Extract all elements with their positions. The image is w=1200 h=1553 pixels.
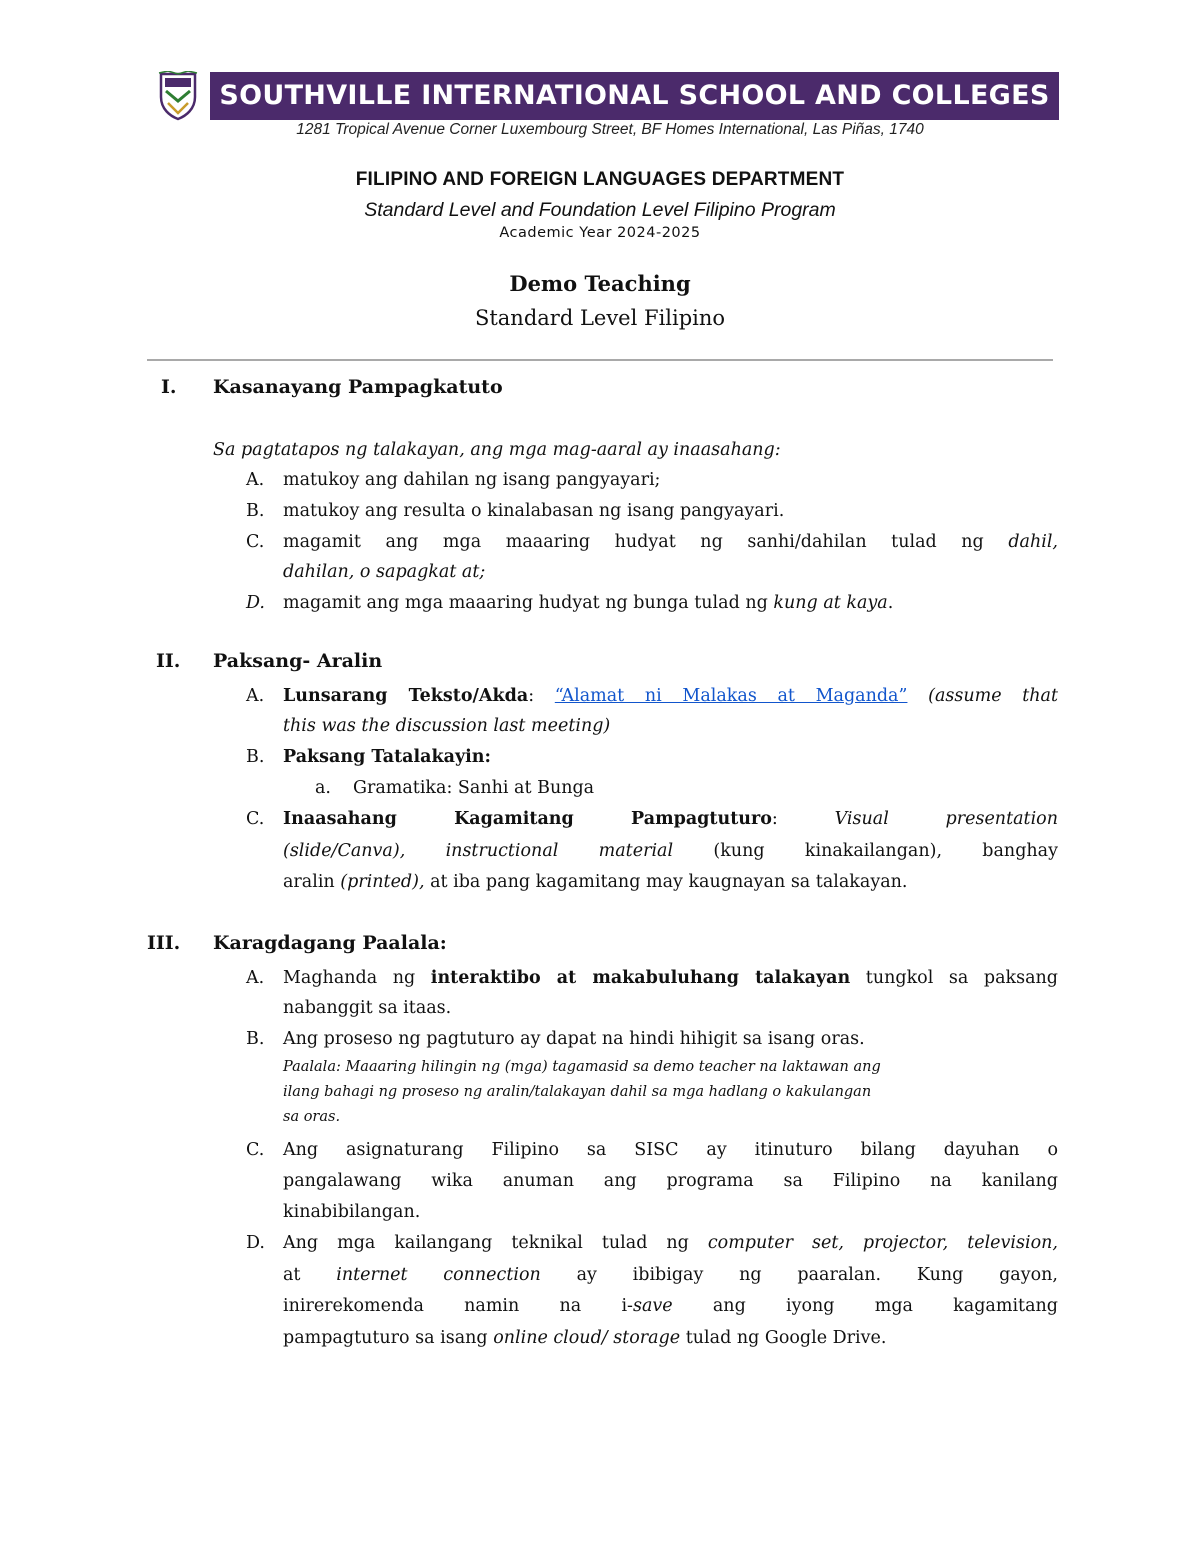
list-item-letter: A. — [246, 968, 265, 988]
reminder-a-line-2: nabanggit sa itaas. — [283, 998, 452, 1018]
section-3-title: Karagdagang Paalala: — [213, 932, 447, 954]
lesson-text-line-2: this was the discussion last meeting) — [283, 716, 611, 736]
academic-year: Academic Year 2024-2025 — [499, 225, 701, 241]
sub-item-letter: a. — [315, 778, 331, 798]
topic-grammar: Gramatika: Sanhi at Bunga — [353, 778, 595, 798]
reminder-d-line-3: inirerekomenda namin na i-save ang iyong mga kagamitang — [283, 1296, 1058, 1316]
list-item-letter: B. — [246, 501, 265, 521]
section-1-intro: Sa pagtatapos ng talakayan, ang mga mag-aaral ay inaasahang: — [213, 440, 781, 460]
section-1-numeral: I. — [161, 376, 177, 398]
materials-line-3: aralin (printed), at iba pang kagamitang may kaugnayan sa talakayan. — [283, 872, 908, 892]
school-address: 1281 Tropical Avenue Corner Luxembourg Street, BF Homes International, Las Piñas, 1740 — [296, 121, 924, 138]
section-3-numeral: III. — [147, 932, 181, 954]
list-item-letter: B. — [246, 747, 265, 767]
school-name-banner: SOUTHVILLE INTERNATIONAL SCHOOL AND COLLEGES — [210, 72, 1059, 120]
list-item-letter: A. — [246, 470, 265, 490]
objective-b: matukoy ang resulta o kinalabasan ng isang pangyayari. — [283, 501, 785, 521]
reminder-c-line-2: pangalawang wika anuman ang programa sa Filipino na kanilang — [283, 1171, 1058, 1191]
reminder-b: Ang proseso ng pagtuturo ay dapat na hindi hihigit sa isang oras. — [283, 1029, 865, 1049]
program-title: Standard Level and Foundation Level Filipino Program — [364, 199, 836, 221]
reminder-b-note: Paalala: Maaaring hilingin ng (mga) tagamasid sa demo teacher na laktawan ang ilang bahagi ng proseso ng aralin/talakayan dahil sa mga hadlang o kakulangan sa oras. — [283, 1059, 881, 1125]
lesson-text-line-1: Lunsarang Teksto/Akda: “Alamat ni Malakas at Maganda” (assume that — [283, 686, 1058, 706]
list-item-letter: B. — [246, 1029, 265, 1049]
list-item-letter: C. — [246, 532, 265, 552]
section-1-title: Kasanayang Pampagkatuto — [213, 376, 503, 398]
materials-line-1: Inaasahang Kagamitang Pampagtuturo: Visual presentation — [283, 809, 1058, 829]
section-2-numeral: II. — [156, 650, 181, 672]
lesson-text-link[interactable]: “Alamat ni Malakas at Maganda” — [554, 686, 908, 706]
materials-line-2: (slide/Canva), instructional material (kung kinakailangan), banghay — [283, 841, 1058, 861]
objective-d: magamit ang mga maaaring hudyat ng bunga tulad ng kung at kaya. — [283, 593, 894, 613]
reminder-c-line-3: kinabibilangan. — [283, 1202, 421, 1222]
reminder-d-line-4: pampagtuturo sa isang online cloud/ storage tulad ng Google Drive. — [283, 1328, 887, 1348]
header-divider — [147, 359, 1053, 361]
list-item-letter: C. — [246, 809, 265, 829]
topic-label: Paksang Tatalakayin: — [283, 747, 491, 767]
reminder-c-line-1: Ang asignaturang Filipino sa SISC ay itinuturo bilang dayuhan o — [283, 1140, 1058, 1160]
list-item-letter: D. — [246, 593, 265, 613]
reminder-d-line-2: at internet connection ay ibibigay ng paaralan. Kung gayon, — [283, 1265, 1058, 1285]
list-item-letter: A. — [246, 686, 265, 706]
document-title: Demo Teaching — [509, 271, 691, 296]
section-2-title: Paksang- Aralin — [213, 650, 383, 672]
objective-c-line-2: dahilan, o sapagkat at; — [283, 562, 486, 582]
objective-c-line-1: magamit ang mga maaaring hudyat ng sanhi/dahilan tulad ng dahil, — [283, 532, 1058, 552]
list-item-letter: D. — [246, 1233, 265, 1253]
reminder-a-line-1: Maghanda ng interaktibo at makabuluhang talakayan tungkol sa paksang — [283, 968, 1058, 988]
reminder-d-line-1: Ang mga kailangang teknikal tulad ng computer set, projector, television, — [283, 1233, 1058, 1253]
document-subtitle: Standard Level Filipino — [474, 306, 726, 330]
department-title: FILIPINO AND FOREIGN LANGUAGES DEPARTMENT — [355, 169, 845, 190]
school-crest-icon — [158, 71, 198, 121]
objective-a: matukoy ang dahilan ng isang pangyayari; — [283, 470, 661, 490]
list-item-letter: C. — [246, 1140, 265, 1160]
